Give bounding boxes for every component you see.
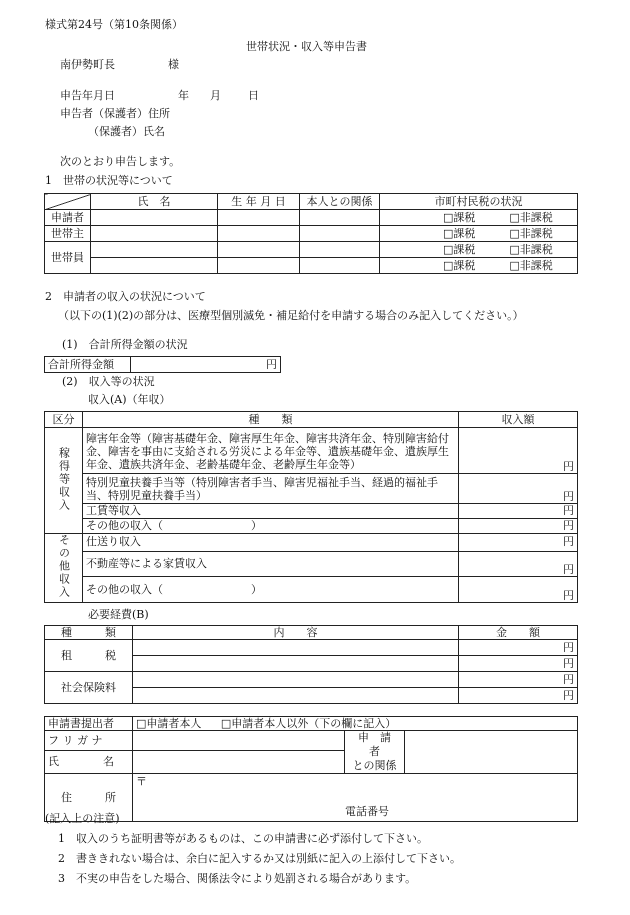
relation-label-line1: 申 請 者: [358, 731, 402, 758]
category-earned-label: 稼得等収入: [57, 446, 71, 512]
note-item: 3 不実の申告をした場合、関係法令により処罰される場合があります。: [58, 872, 417, 885]
householder-birth-cell[interactable]: [218, 226, 300, 242]
rent-amount[interactable]: 円: [459, 551, 578, 577]
other-income2-item: その他の収入（ ）: [83, 577, 459, 603]
addressee: 南伊勢町長: [60, 58, 115, 71]
note-item: 1 収入のうち証明書等があるものは、この申請書に必ず添付して下さい。: [58, 832, 428, 845]
exp-tax-content[interactable]: [133, 640, 459, 656]
total-income-table: [44, 356, 281, 373]
other-income-amount[interactable]: 円: [459, 519, 578, 534]
member-birth-cell[interactable]: [218, 242, 300, 258]
date-month: 月: [210, 89, 221, 102]
tax-checkbox[interactable]: □課税: [443, 210, 476, 224]
total-income-value[interactable]: 円: [131, 357, 281, 373]
form-number: 様式第24号（第10条関係）: [45, 18, 183, 31]
row-members: 世帯員: [45, 242, 91, 274]
furigana-label: フ リ ガ ナ: [45, 731, 133, 751]
notax-checkbox[interactable]: □非課税: [509, 258, 553, 272]
intro-text: 次のとおり申告します。: [60, 155, 181, 168]
category-other-label: その他収入: [57, 534, 71, 599]
furigana-input[interactable]: [133, 731, 345, 751]
exp-ins-content[interactable]: [133, 672, 459, 688]
name-label: 氏 名: [45, 751, 133, 774]
tax-checkbox[interactable]: □課税: [443, 226, 476, 240]
exp-insurance: 社会保険料: [45, 672, 133, 704]
pension-amount[interactable]: 円: [459, 428, 578, 474]
exp-ins-amount[interactable]: 円: [459, 672, 578, 688]
col-kubun: 区分: [45, 412, 83, 428]
tax-checkbox[interactable]: □課税: [443, 258, 476, 272]
household-table: [44, 193, 578, 274]
submitter-options: [133, 717, 578, 731]
applicant-birth-cell[interactable]: [218, 210, 300, 226]
date-year: 年: [178, 89, 189, 102]
remittance-item: 仕送り収入: [83, 534, 459, 552]
section2-note: （以下の(1)(2)の部分は、医療型個別滅免・補足給付を申請する場合のみ記入してください。）: [58, 309, 524, 322]
section1-title: 1 世帯の状況等について: [45, 174, 173, 187]
note-item: 2 書ききれない場合は、余白に記入するか又は別紙に記入の上添付して下さい。: [58, 852, 461, 865]
remittance-amount[interactable]: 円: [459, 534, 578, 552]
tax-checkbox[interactable]: □課税: [443, 242, 476, 256]
allowance-item: 特別児童扶養手当等（特別障害者手当、障害児福祉手当、経過的福祉手当、特別児童扶養手当）: [83, 474, 459, 504]
notes-title: (記入上の注意): [45, 812, 120, 825]
section2-title: 2 申請者の収入の状況について: [45, 290, 206, 303]
date-day: 日: [248, 89, 259, 102]
addressee-honorific: 様: [168, 58, 179, 71]
notax-checkbox[interactable]: □非課税: [509, 226, 553, 240]
category-earned: [45, 428, 83, 534]
sub1-title: (1) 合計所得金額の状況: [62, 338, 188, 351]
col-relation: 本人との関係: [300, 194, 380, 210]
tax-cell: [380, 242, 578, 258]
income-label: 収入(A)（年収）: [88, 393, 171, 406]
exp-ins-amount[interactable]: 円: [459, 688, 578, 704]
postal-mark: 〒: [136, 775, 147, 788]
member-name-cell[interactable]: [91, 258, 218, 274]
row-householder: 世帯主: [45, 226, 91, 242]
address-label: 住 所: [45, 774, 133, 822]
exp-tax-content[interactable]: [133, 656, 459, 672]
sub2-title: (2) 収入等の状況: [62, 375, 155, 388]
opt-other-checkbox[interactable]: □申請者本人以外（下の欄に記入）: [220, 716, 397, 730]
exp-ins-content[interactable]: [133, 688, 459, 704]
row-applicant: 申請者: [45, 210, 91, 226]
exp-tax-amount[interactable]: 円: [459, 640, 578, 656]
rent-item: 不動産等による家賃収入: [83, 551, 459, 577]
member-relation-cell[interactable]: [300, 242, 380, 258]
submitter-table: [44, 716, 578, 822]
householder-name-cell[interactable]: [91, 226, 218, 242]
phone-label: 電話番号: [345, 805, 389, 818]
householder-relation-cell[interactable]: [300, 226, 380, 242]
col-birthdate: 生 年 月 日: [218, 194, 300, 210]
applicant-name-cell[interactable]: [91, 210, 218, 226]
allowance-amount[interactable]: 円: [459, 474, 578, 504]
tax-cell: [380, 210, 578, 226]
member-name-cell[interactable]: [91, 242, 218, 258]
expense-table: [44, 625, 578, 704]
notax-checkbox[interactable]: □非課税: [509, 210, 553, 224]
opt-self-checkbox[interactable]: □申請者本人: [136, 716, 202, 730]
exp-col-content: 内 容: [133, 626, 459, 640]
exp-tax-amount[interactable]: 円: [459, 656, 578, 672]
name-input[interactable]: [133, 751, 345, 774]
col-shurui: 種 類: [83, 412, 459, 428]
member-birth-cell[interactable]: [218, 258, 300, 274]
exp-col-amount: 金 額: [459, 626, 578, 640]
relation-label-line2: との関係: [352, 759, 397, 772]
submitter-label: 申請書提出者: [45, 717, 133, 731]
income-table: [44, 411, 578, 603]
notax-checkbox[interactable]: □非課税: [509, 242, 553, 256]
col-tax-status: 市町村民税の状況: [380, 194, 578, 210]
relation-input[interactable]: [405, 731, 578, 774]
category-other: [45, 534, 83, 603]
wage-amount[interactable]: 円: [459, 504, 578, 519]
exp-col-type: 種 類: [45, 626, 133, 640]
document-title: 世帯状況・収入等申告書: [246, 40, 367, 53]
other-income-item: その他の収入（ ）: [83, 519, 459, 534]
expense-label: 必要経費(B): [88, 608, 149, 621]
relation-label: [345, 731, 405, 774]
applicant-relation-cell[interactable]: [300, 210, 380, 226]
member-relation-cell[interactable]: [300, 258, 380, 274]
wage-item: 工賃等収入: [83, 504, 459, 519]
corner-cell: [45, 194, 91, 210]
applicant-name-label: （保護者）氏名: [88, 125, 165, 138]
tax-cell: [380, 258, 578, 274]
other-income2-amount[interactable]: 円: [459, 577, 578, 603]
address-input[interactable]: [133, 774, 578, 822]
date-label: 申告年月日: [60, 89, 115, 102]
total-income-label: 合計所得金額: [45, 357, 131, 373]
col-amount: 収入額: [459, 412, 578, 428]
tax-cell: [380, 226, 578, 242]
applicant-address-label: 申告者（保護者）住所: [60, 107, 170, 120]
col-name: 氏 名: [91, 194, 218, 210]
pension-item: 障害年金等（障害基礎年金、障害厚生年金、障害共済年金、特別障害給付金、障害を事由に支給される労災による年金等、遺族基礎年金、遺族厚生年金、遺族共済年金、老齢基礎年金、老齢厚生年金等）: [83, 428, 459, 474]
exp-tax: 租 税: [45, 640, 133, 672]
